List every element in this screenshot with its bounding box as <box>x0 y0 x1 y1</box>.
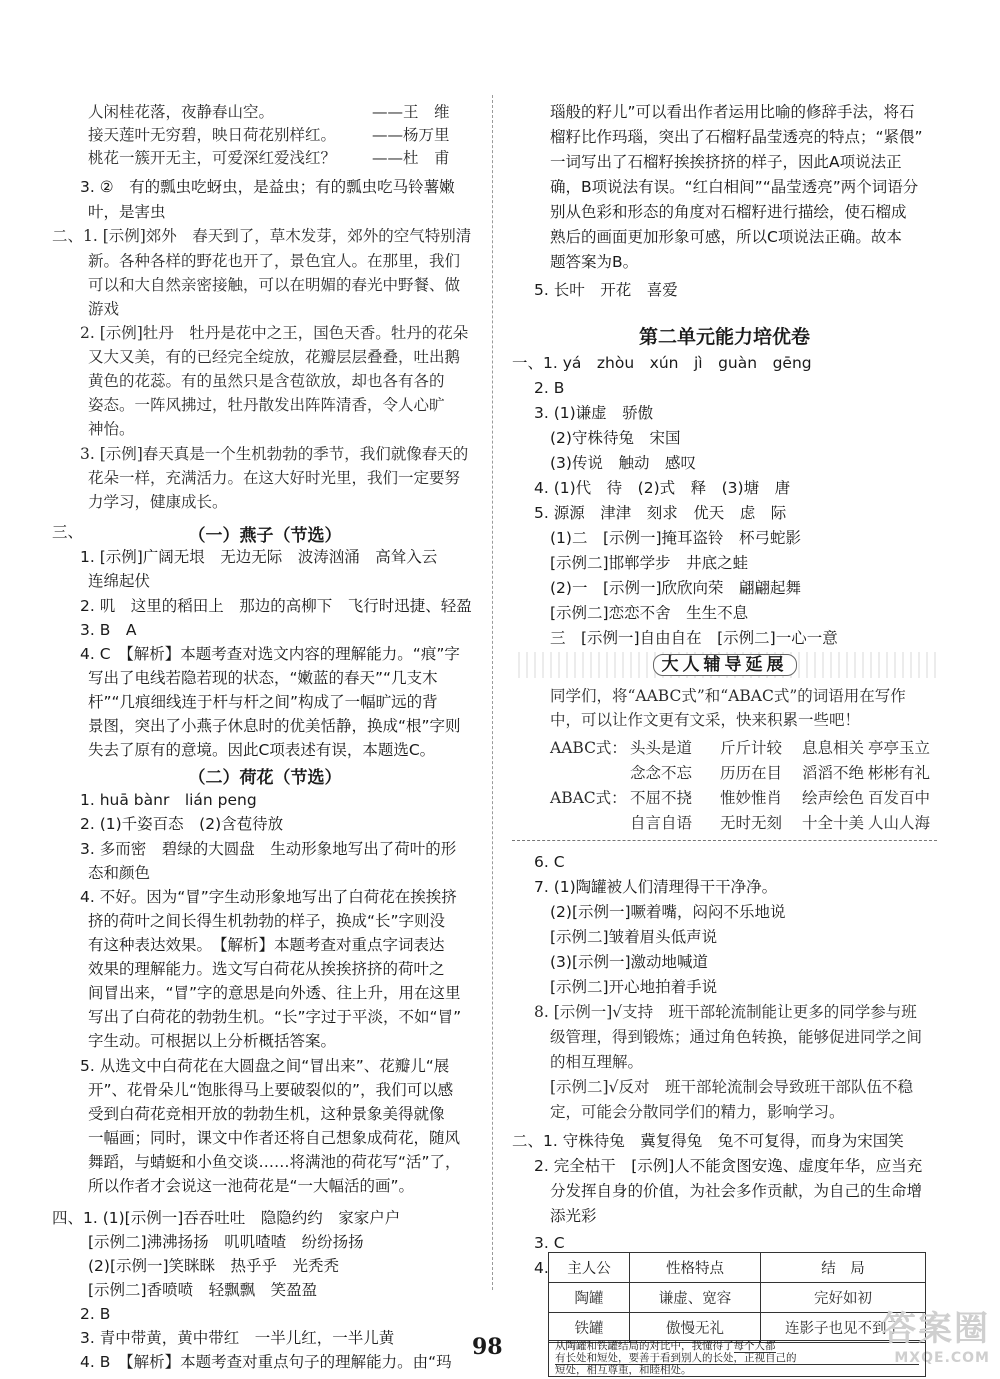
table-cell: 傲慢无礼 <box>630 1313 761 1343</box>
answer-line: 3. ② 有的瓢虫吃蚜虫，是益虫；有的瓢虫吃马铃薯嫩 <box>80 178 455 196</box>
answer-line: 景图，突出了小燕子休息时的优美恬静，换成“根”字则 <box>88 717 461 735</box>
page-number: 98 <box>472 1334 503 1360</box>
answer-line: 4. (1)代 待 (2)式 释 (3)塘 唐 <box>534 479 791 497</box>
idiom: 亭亭玉立 <box>868 739 931 757</box>
answer-line: 游戏 <box>88 300 120 318</box>
answer-line: 又大又美，有的已经完全绽放，花瓣层层叠叠，吐出鹅 <box>88 348 461 366</box>
answer-line: 二、1. [示例]郊外 春天到了，草木发芽，郊外的空气特别清 <box>52 227 472 245</box>
answer-line: [示例二]沸沸扬扬 叽叽喳喳 纷纷扬扬 <box>88 1233 364 1251</box>
poem-author: ——杨万里 <box>372 126 450 144</box>
idiom: 绘声绘色 <box>802 789 865 807</box>
answer-line: 别从色彩和形态的角度对石榴籽进行描绘，使石榴成 <box>550 203 907 221</box>
answer-line: 1. huā bànr lián peng <box>80 791 257 809</box>
answer-line: 三 [示例一]自由自在 [示例二]一心一意 <box>550 629 838 647</box>
extension-intro: 同学们，将“AABC式”和“ABAC式”的词语用在写作 <box>550 687 906 705</box>
answer-line: 4. <box>534 1259 549 1277</box>
answer-line: 2. B <box>80 1305 111 1323</box>
table-cell: 陶罐 <box>549 1283 630 1313</box>
answer-line: 6. C <box>534 853 565 871</box>
idiom: 不屈不挠 <box>630 789 693 807</box>
watermark-logo: 答案圈 MXQE.COM <box>882 1309 990 1366</box>
extension-intro: 中，可以让作文更有文采，快来积累一些吧！ <box>550 711 861 729</box>
idiom: 人山人海 <box>868 814 931 832</box>
answer-line: 3. [示例]春天真是一个生机勃勃的季节，我们就像春天的 <box>80 445 469 463</box>
answer-line: 5. 从选文中白荷花在大圆盘之间“冒出来”、花瓣儿“展 <box>80 1057 450 1075</box>
idiom: 无时无刻 <box>720 814 783 832</box>
answer-line: 力学习，健康成长。 <box>88 493 228 511</box>
extension-banner: 大人辅导延展 <box>512 652 937 678</box>
answer-line: 4. B 【解析】本题考查对重点句子的理解能力。由“玛 <box>80 1353 452 1371</box>
answer-line: 3. 多而密 碧绿的大圆盘 生动形象地写出了荷叶的形 <box>80 840 457 858</box>
answer-line: 写出了电线若隐若现的状态，“嫩蓝的春天”“几支木 <box>88 669 438 687</box>
poem-author: ——杜 甫 <box>372 149 450 167</box>
answer-line: 姿态。一阵风拂过，牡丹散发出阵阵清香，令人心旷 <box>88 396 445 414</box>
answer-line: 四、1. (1)[示例一]吞吞吐吐 隐隐约约 家家户户 <box>52 1209 401 1227</box>
answer-line: 神怡。 <box>88 420 135 438</box>
answer-line: 舞蹈，与蜻蜓和小鱼交谈……将满池的荷花写“活”了， <box>88 1153 461 1171</box>
answer-line: 所以作者才会说这一池荷花是“一大幅活的画”。 <box>88 1177 415 1195</box>
answer-line: 写出了白荷花的勃勃生机。“长”字过于平淡，不如“冒” <box>88 1008 462 1026</box>
table-note-text: 从陶罐和铁罐结局的对比中，我懂得了 <box>555 1341 734 1352</box>
answer-line: 一、1. yá zhòu xún jì guàn gēng <box>512 354 812 372</box>
idiom: 十全十美 <box>802 814 865 832</box>
answer-line: 失去了原有的意境。因此C项表述有误，本题选C。 <box>88 741 436 759</box>
answer-line: 2. B <box>534 379 565 397</box>
idiom: 彬彬有礼 <box>868 764 931 782</box>
poem-line: 接天莲叶无穷碧，映日荷花别样红。 <box>88 126 337 144</box>
answer-line: 8. [示例一]√支持 班干部轮流制能让更多的同学参与班 <box>534 1003 917 1021</box>
table-note <box>548 1341 926 1377</box>
idiom: 历历在目 <box>720 764 783 782</box>
answer-line: 花朵一样，充满活力。在这大好时光里，我们一定要努 <box>88 469 461 487</box>
answer-line: [示例二]香喷喷 轻飘飘 笑盈盈 <box>88 1281 318 1299</box>
answer-line: 新。各种各样的野花也开了，景色宜人。在那里，我们 <box>88 252 461 270</box>
answer-line: 题答案为B。 <box>550 253 639 271</box>
answer-line: 3. B A <box>80 621 137 639</box>
idiom: 息息相关 <box>802 739 865 757</box>
answer-line: 受到白荷花竞相开放的勃勃生机，这种景象美得就像 <box>88 1105 445 1123</box>
table-header: 主人公 <box>549 1253 630 1283</box>
answer-line: 可以和大自然亲密接触，可以在明媚的春光中野餐、做 <box>88 276 461 294</box>
idiom: 头头是道 <box>630 739 693 757</box>
column-divider <box>492 95 493 1290</box>
table-cell: 完好如初 <box>761 1283 926 1313</box>
table-header: 结 局 <box>761 1253 926 1283</box>
answer-line: (2)守株待兔 宋国 <box>550 429 681 447</box>
answer-line: 二、1. 守株待兔 冀复得兔 兔不可复得，而身为宋国笑 <box>512 1132 904 1150</box>
answer-line: [示例二]√反对 班干部轮流制会导致班干部队伍不稳 <box>550 1078 913 1096</box>
answer-line: 黄色的花蕊。有的虽然只是含苞欲放，却也各有各的 <box>88 372 445 390</box>
answer-line: (2)[示例一]笑眯眯 热乎乎 光秃秃 <box>88 1257 340 1275</box>
answer-line: 3. 青中带黄，黄中带红 一半儿红，一半儿黄 <box>80 1329 395 1347</box>
extension-divider <box>512 840 937 841</box>
poem-line: 桃花一簇开无主，可爱深红爱浅红？ <box>88 149 337 167</box>
answer-line: 添光彩 <box>550 1207 597 1225</box>
answer-line: 的相互理解。 <box>550 1053 644 1071</box>
table-cell: 铁罐 <box>549 1313 630 1343</box>
answer-line: [示例二]皱着眉头低声说 <box>550 928 718 946</box>
answer-line: 态和颜色 <box>88 864 151 882</box>
table-header: 性格特点 <box>630 1253 761 1283</box>
answer-line: [示例二]恋恋不舍 生生不息 <box>550 604 749 622</box>
table-note-underlined: 每个人都 <box>733 1341 776 1352</box>
answer-line: 挤的荷叶之间长得生机勃勃的样子，换成“长”字则没 <box>88 912 446 930</box>
answer-line: 字生动。可根据以上分析概括答案。 <box>88 1032 337 1050</box>
answer-line: (3)传说 触动 感叹 <box>550 454 696 472</box>
answer-line: 熟后的画面更加形象可感，所以C项说法正确。故本 <box>550 228 902 246</box>
aabc-label: AABC式： <box>550 739 627 757</box>
answer-line: 2. (1)千姿百态 (2)含苞待放 <box>80 815 284 833</box>
answer-line: 2. 叽 这里的稻田上 那边的高柳下 飞行时迅捷、轻盈 <box>80 597 472 615</box>
answer-line: 一幅画；同时，课文中作者还将自己想象成荷花，随风 <box>88 1129 461 1147</box>
answer-line: 有这种表达效果。 【解析】本题考查对重点字词表达 <box>88 936 445 954</box>
abac-label: ABAC式： <box>550 789 627 807</box>
idiom: 自言自语 <box>630 814 693 832</box>
answer-line: (1)二 [示例一]掩耳盗铃 杯弓蛇影 <box>550 529 802 547</box>
idiom: 滔滔不绝 <box>802 764 865 782</box>
unit-title: 第二单元能力培优卷 <box>638 326 810 348</box>
answer-line: 分发挥自身的价值，为社会多作贡献，为自己的生命增 <box>550 1182 923 1200</box>
answer-line: 榴籽比作玛瑙，突出了石榴籽晶莹透亮的特点；“紧偎” <box>550 128 923 146</box>
answer-line: (3)[示例一]激动地喊道 <box>550 953 709 971</box>
section-label: 三、 <box>52 523 84 541</box>
answer-line: [示例二]邯郸学步 井底之蛙 <box>550 554 749 572</box>
idiom: 百发百中 <box>868 789 931 807</box>
answer-line: 叶，是害虫 <box>88 203 166 221</box>
answer-line: 定，可能会分散同学们的精力，影响学习。 <box>550 1103 845 1121</box>
table-note-text: 短处，相互尊重，和睦相处。 <box>555 1365 919 1377</box>
answer-line: 4. 不好。因为“冒”字生动形象地写出了白荷花在挨挨挤 <box>80 888 457 906</box>
answer-line: 间冒出来，“冒”字的意思是向外透、往上升，用在这里 <box>88 984 461 1002</box>
answer-line: 瑙般的籽儿”可以看出作者运用比喻的修辞手法，将石 <box>550 103 915 121</box>
section-title-swallow: （一）燕子（节选） <box>188 526 342 546</box>
table-note-text: 有长处和短处，要善于看到别人的长处，正视自己的 <box>555 1353 919 1366</box>
answer-line: 2. 完全枯干 [示例]人不能贪图安逸、虚度年华，应当充 <box>534 1157 923 1175</box>
answer-line: 3. C <box>534 1234 565 1252</box>
answer-line: 5. 长叶 开花 喜爱 <box>534 281 678 299</box>
idiom: 斤斤计较 <box>720 739 783 757</box>
answer-line: 7. (1)陶罐被人们清理得干干净净。 <box>534 878 778 896</box>
answer-line: 杆”“几痕细线连于杆与杆之间”构成了一幅旷远的背 <box>88 693 438 711</box>
answer-line: 1. [示例]广阔无垠 无边无际 波涛汹涌 高耸入云 <box>80 548 438 566</box>
answer-line: 5. 源源 津津 刻求 优天 虑 际 <box>534 504 787 522</box>
answer-line: 开”、花骨朵儿“饱胀得马上要破裂似的”，我们可以感 <box>88 1081 454 1099</box>
table-cell: 连影子也见不到了 <box>761 1313 926 1343</box>
answer-line: 确，B项说法有误。“红白相间”“晶莹透亮”两个词语分 <box>550 178 919 196</box>
idiom: 惟妙惟肖 <box>720 789 783 807</box>
answer-line: 2. [示例]牡丹 牡丹是花中之王，国色天香。牡丹的花朵 <box>80 324 469 342</box>
poem-author: ——王 维 <box>372 103 450 121</box>
poem-line: 人闲桂花落，夜静春山空。 <box>88 103 275 121</box>
answer-line: 一词写出了石榴籽挨挨挤挤的样子，因此A项说法正 <box>550 153 902 171</box>
answer-line: (2)[示例一]噘着嘴，闷闷不乐地说 <box>550 903 786 921</box>
answer-line: [示例二]开心地拍着手说 <box>550 978 718 996</box>
answer-line: 连绵起伏 <box>88 572 151 590</box>
answer-line: 4. C 【解析】本题考查对选文内容的理解能力。“痕”字 <box>80 645 460 663</box>
table-cell: 谦虚、宽容 <box>630 1283 761 1313</box>
answer-line: 效果的理解能力。选文写白荷花从挨挨挤挤的荷叶之 <box>88 960 445 978</box>
answer-line: 3. (1)谦虚 骄傲 <box>534 404 654 422</box>
section-title-lotus: （二）荷花（节选） <box>188 768 342 788</box>
answer-line: (2)一 [示例一]欣欣向荣 翩翩起舞 <box>550 579 802 597</box>
idiom: 念念不忘 <box>630 764 693 782</box>
answer-line: 级管理，得到锻炼；通过角色转换，能够促进同学之间 <box>550 1028 923 1046</box>
